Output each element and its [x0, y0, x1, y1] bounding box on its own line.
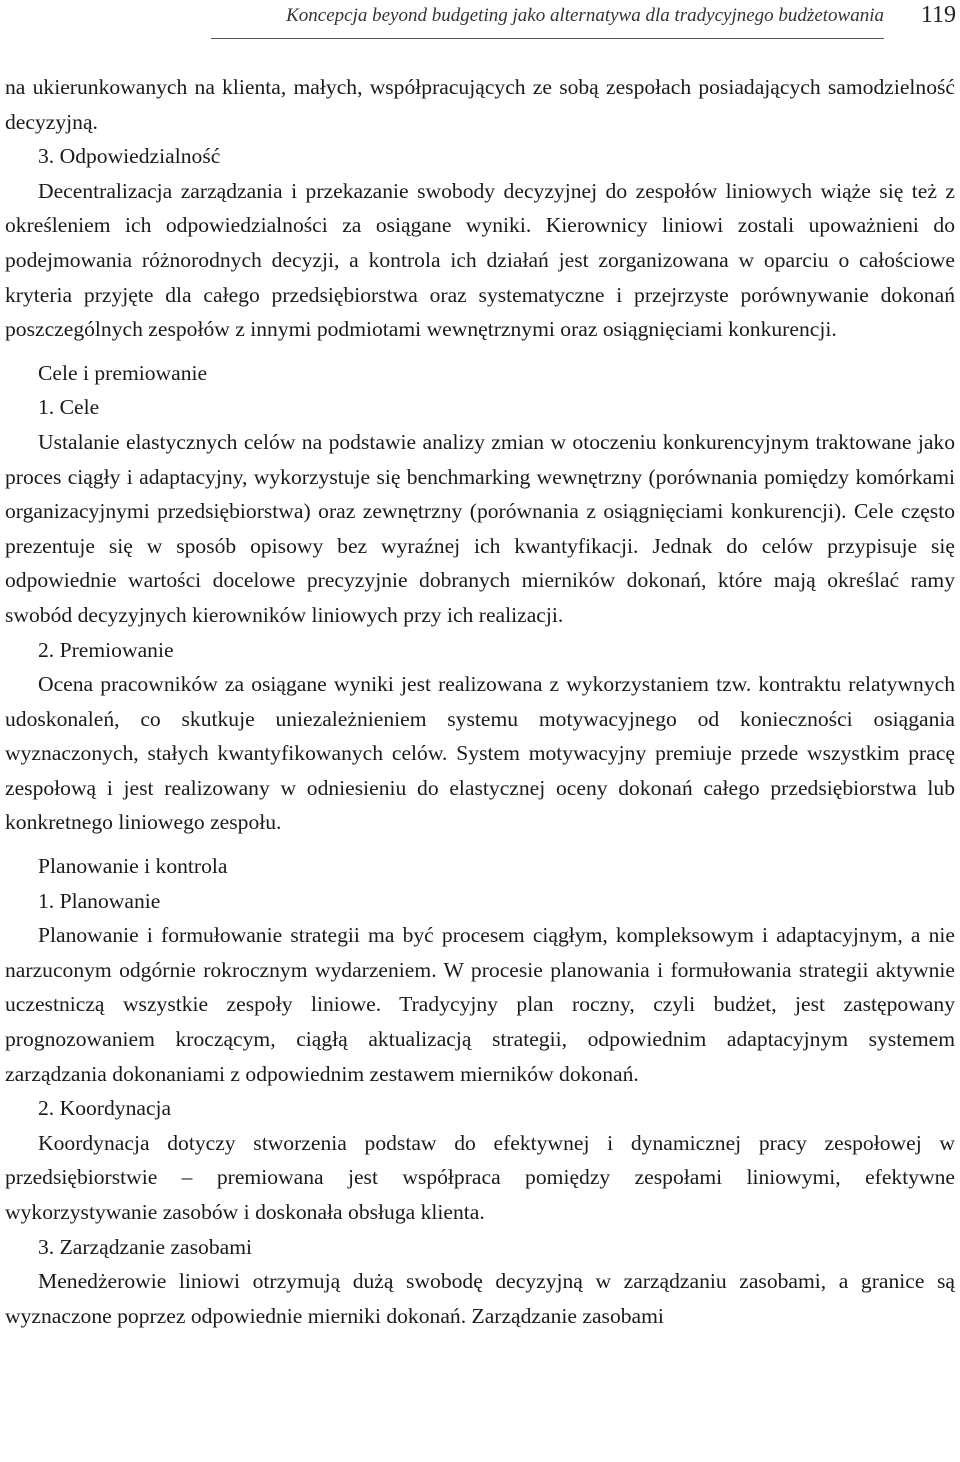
header-rule — [211, 38, 884, 39]
paragraph-premiowanie: Ocena pracowników za osiągane wyniki jest realizowana z wykorzystaniem tzw. kontraktu relatywnych udoskonaleń, co skutkuje uniezależnieniem systemu motywacyjnego od konieczności osiągania wyznaczonych, stałych kwantyfikowanych celów. System motywacyjny premiuje przede wszystkim pracę zespołową i jest realizowany w odniesieniu do elastycznej oceny dokonań całego przedsiębiorstwa lub konkretnego liniowego zespołu. — [5, 672, 955, 835]
paragraph-cele: Ustalanie elastycznych celów na podstawie analizy zmian w otoczeniu konkurencyjnym traktowane jako proces ciągły i adaptacyjny, wykorzystuje się benchmarking wewnętrzny (porównania pomiędzy komórkami organizacyjnymi przedsiębiorstwa) oraz zewnętrzny (porównania z osiągnięciami konkurencji). Cele często prezentuje się w sposób opisowy bez wyraźnej ich kwantyfikacji. Jednak do celów przypisuje się odpowiednie wartości docelowe precyzyjnie dobranych mierników dokonań, które mają określać ramy swobód decyzyjnych kierowników liniowych przy ich realizacji. — [5, 429, 955, 627]
subheading-zarzadzanie-zasobami: 3. Zarządzanie zasobami — [38, 1234, 253, 1259]
paragraph-koordynacja: Koordynacja dotyczy stworzenia podstaw do efektywnej i dynamicznej pracy zespołowej w przedsiębiorstwie – premiowana jest współpraca pomiędzy zespołami liniowymi, efektywne wykorzystywanie zasobów i doskonała obsługa klienta. — [5, 1130, 955, 1224]
running-title: Koncepcja beyond budgeting jako alternatywa dla tradycyjnego budżetowania — [286, 5, 884, 26]
paragraph-zarzadzanie-zasobami: Menedżerowie liniowi otrzymują dużą swobodę decyzyjną w zarządzaniu zasobami, a granice są wyznaczone poprzez odpowiednie mierniki dokonań. Zarządzanie zasobami — [5, 1269, 955, 1328]
section-heading-planowanie: Planowanie i kontrola — [38, 854, 228, 879]
page-body — [5, 70, 955, 1333]
subheading-koordynacja: 2. Koordynacja — [38, 1096, 172, 1121]
running-header — [0, 0, 960, 40]
paragraph-odpowiedzialnosc: Decentralizacja zarządzania i przekazanie swobody decyzyjnej do zespołów liniowych wiąże się też z określeniem ich odpowiedzialności za osiągane wyniki. Kierownicy liniowi zostali upoważnieni do podejmowania różnorodnych decyzji, a kontrola ich działań jest zorganizowana w oparciu o całościowe kryteria przyjęte dla całego przedsiębiorstwa oraz systematyczne i przejrzyste porównywanie dokonań poszczególnych zespołów z innymi podmiotami wewnętrznymi oraz osiągnięciami konkurencji. — [5, 178, 955, 342]
paragraph-planowanie: Planowanie i formułowanie strategii ma być procesem ciągłym, kompleksowym i adaptacyjnym, a nie narzuconym odgórnie rokrocznym wydarzeniem. W procesie planowania i formułowania strategii aktywnie uczestniczą wszystkie zespoły liniowe. Tradycyjny plan roczny, czyli budżet, jest zastępowany prognozowaniem kroczącym, ciągłą aktualizacją strategii, odpowiednim adaptacyjnym systemem zarządzania dokonaniami z odpowiednim zestawem mierników dokonań. — [5, 923, 955, 1086]
page-number: 119 — [920, 2, 956, 28]
subheading-planowanie: 1. Planowanie — [38, 888, 161, 913]
subheading-odpowiedzialnosc: 3. Odpowiedzialność — [38, 144, 221, 169]
section-heading-cele: Cele i premiowanie — [38, 360, 208, 385]
subheading-cele: 1. Cele — [38, 395, 100, 420]
subheading-premiowanie: 2. Premiowanie — [38, 637, 174, 662]
intro-paragraph: na ukierunkowanych na klienta, małych, współpracujących ze sobą zespołach posiadających samodzielność decyzyjną. — [5, 75, 955, 134]
